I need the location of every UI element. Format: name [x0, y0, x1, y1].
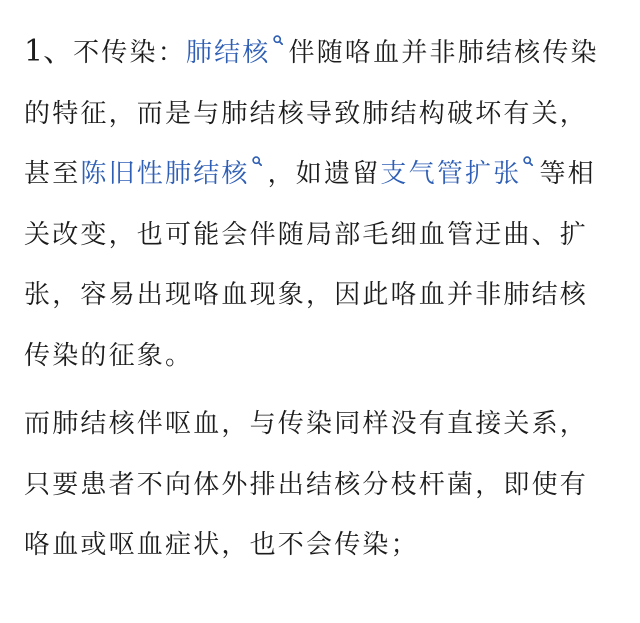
- link-pulmonary-tuberculosis[interactable]: 肺结核: [185, 38, 271, 68]
- text-segment: 伴随咯血并非肺结核传染的特征，而是与肺结核导致肺结构破坏有关，甚至: [24, 38, 599, 189]
- list-number: 1、: [24, 34, 74, 69]
- text-segment: ，如遗留: [267, 159, 381, 189]
- search-icon[interactable]: [523, 156, 533, 166]
- text-segment: 不传染：: [73, 38, 186, 68]
- paragraph-2: [24, 394, 614, 576]
- link-bronchiectasis[interactable]: 支气管扩张: [380, 159, 522, 189]
- paragraph-1: [24, 22, 614, 386]
- text-segment: 而肺结核伴呕血，与传染同样没有直接关系，只要患者不向体外排出结核分枝杆菌，即使有咯血或呕血症状，也不会传染；: [24, 409, 589, 560]
- text-segment: 等相关改变，也可能会伴随局部毛细血管迂曲、扩张，容易出现咯血现象，因此咯血并非肺结核传染的征象。: [24, 159, 596, 371]
- search-icon[interactable]: [273, 35, 283, 45]
- link-old-pulmonary-tuberculosis[interactable]: 陈旧性肺结核: [80, 159, 250, 189]
- search-icon[interactable]: [252, 156, 262, 166]
